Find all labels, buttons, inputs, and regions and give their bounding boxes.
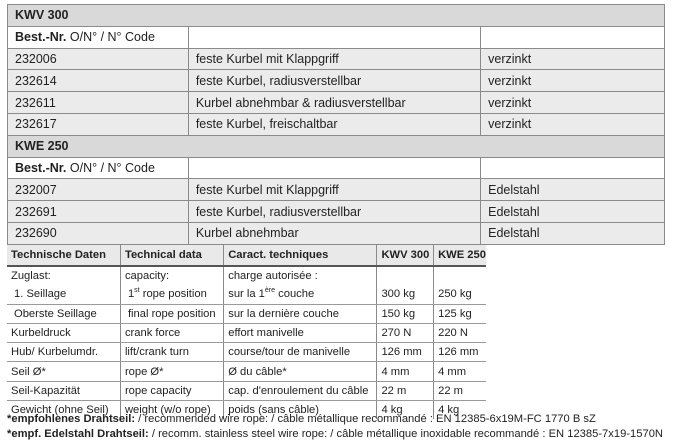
capacity-en: capacity:: [120, 266, 223, 285]
header-technische-daten: Technische Daten: [7, 245, 120, 266]
header-kwv300: KWV 300: [377, 245, 434, 266]
order-description: feste Kurbel, radiusverstellbar: [188, 70, 480, 92]
order-finish: Edelstahl: [481, 179, 665, 201]
header-technical-data: Technical data: [120, 245, 223, 266]
section-title-kwe250: KWE 250: [8, 135, 665, 157]
empty-cell: [481, 26, 665, 48]
param-de: Hub/ Kurbelumdr.: [7, 343, 120, 362]
value-kwv300: 126 mm: [377, 343, 434, 362]
table-row: [7, 362, 486, 381]
table-row: [8, 113, 665, 135]
param-fr: course/tour de manivelle: [224, 343, 377, 362]
param-de: Seil Ø*: [7, 362, 120, 381]
param-de: Seil-Kapazität: [7, 381, 120, 400]
order-number-header: Best.-Nr. O/N° / N° Code: [8, 26, 189, 48]
table-row: [8, 48, 665, 70]
order-table: [7, 4, 665, 245]
table-row: [8, 70, 665, 92]
order-finish: Edelstahl: [481, 201, 665, 223]
value-kwv300: 4 mm: [377, 362, 434, 381]
empty-cell: [188, 26, 480, 48]
order-number-header: Best.-Nr. O/N° / N° Code: [8, 157, 189, 179]
section-title-kwv300: KWV 300: [8, 5, 665, 27]
param-de: Gewicht (ohne Seil): [7, 401, 120, 420]
order-code: 232614: [8, 70, 189, 92]
order-finish: verzinkt: [481, 113, 665, 135]
order-code: 232006: [8, 48, 189, 70]
value-kwv300: 22 m: [377, 381, 434, 400]
param-en: rope Ø*: [120, 362, 223, 381]
empty-cell: [481, 157, 665, 179]
value-kwe250: 4 mm: [434, 362, 486, 381]
value-kwe250: 125 kg: [434, 304, 486, 323]
value-kwe250: 22 m: [434, 381, 486, 400]
capacity-fr: charge autorisée :: [224, 266, 377, 285]
value-kwe250: 4 kg: [438, 404, 460, 417]
table-row: [7, 381, 486, 400]
first-layer-de: 1. Seillage: [7, 285, 120, 304]
value-kwe250: 250 kg: [434, 285, 486, 304]
param-en: rope capacity: [120, 381, 223, 400]
order-finish: verzinkt: [481, 48, 665, 70]
order-description: Kurbel abnehmbar: [188, 222, 480, 244]
capacity-de: Zuglast:: [7, 266, 120, 285]
value-kwv300: 150 kg: [377, 304, 434, 323]
param-fr: sur la dernière couche: [224, 304, 377, 323]
order-description: Kurbel abnehmbar & radiusverstellbar: [188, 92, 480, 114]
table-row: [8, 201, 665, 223]
table-row: [7, 304, 486, 323]
order-code: 232691: [8, 201, 189, 223]
value-kwe250: 220 N: [434, 323, 486, 342]
tech-header-row: [7, 245, 486, 266]
table-row: [7, 323, 486, 342]
order-code: 232611: [8, 92, 189, 114]
table-row: [7, 266, 486, 285]
value-kwv300: 300 kg: [377, 285, 434, 304]
table-row: [8, 179, 665, 201]
param-de: Oberste Seillage: [7, 304, 120, 323]
order-description: feste Kurbel, radiusverstellbar: [188, 201, 480, 223]
param-de: Kurbeldruck: [7, 323, 120, 342]
order-code: 232617: [8, 113, 189, 135]
header-kwe250: KWE 250: [434, 245, 486, 266]
footnote-stainless-wire-rope: *empf. Edelstahl Drahtseil: / recomm. stainless steel wire rope: / câble métallique inoxidable recommandé : EN 12385-7x19-1570N: [7, 428, 664, 440]
table-row: [7, 343, 486, 362]
order-description: feste Kurbel mit Klappgriff: [188, 48, 480, 70]
first-layer-en: 1st rope position: [120, 285, 223, 304]
first-layer-fr: sur la 1ère couche: [224, 285, 377, 304]
param-fr: Ø du câble*: [224, 362, 377, 381]
param-en: lift/crank turn: [120, 343, 223, 362]
value-kwv300: 270 N: [377, 323, 434, 342]
footnote-wire-rope: *empfohlenes Drahtseil: / recommended wire rope: / câble métallique recommandé : EN 12385-6x19M-FC 1770 B sZ: [7, 413, 596, 425]
empty-cell: [188, 157, 480, 179]
empty-cell: [434, 266, 486, 285]
order-code: 232007: [8, 179, 189, 201]
param-en: final rope position: [120, 304, 223, 323]
tech-table: [7, 245, 486, 419]
table-row: [8, 92, 665, 114]
value-kwe250: 126 mm: [434, 343, 486, 362]
table-row: [8, 222, 665, 244]
param-en: crank force: [120, 323, 223, 342]
order-code: 232690: [8, 222, 189, 244]
table-row: [7, 285, 486, 304]
order-finish: verzinkt: [481, 92, 665, 114]
param-en: weight (w/o rope): [120, 401, 223, 420]
order-finish: Edelstahl: [481, 222, 665, 244]
order-finish: verzinkt: [481, 70, 665, 92]
param-fr: poids (sans câble): [224, 401, 377, 420]
value-kwv300: 4 kg: [377, 401, 434, 420]
order-description: feste Kurbel, freischaltbar: [188, 113, 480, 135]
header-caract-techniques: Caract. techniques: [224, 245, 377, 266]
param-fr: effort manivelle: [224, 323, 377, 342]
param-fr: cap. d'enroulement du câble: [224, 381, 377, 400]
empty-cell: [377, 266, 434, 285]
order-description: feste Kurbel mit Klappgriff: [188, 179, 480, 201]
